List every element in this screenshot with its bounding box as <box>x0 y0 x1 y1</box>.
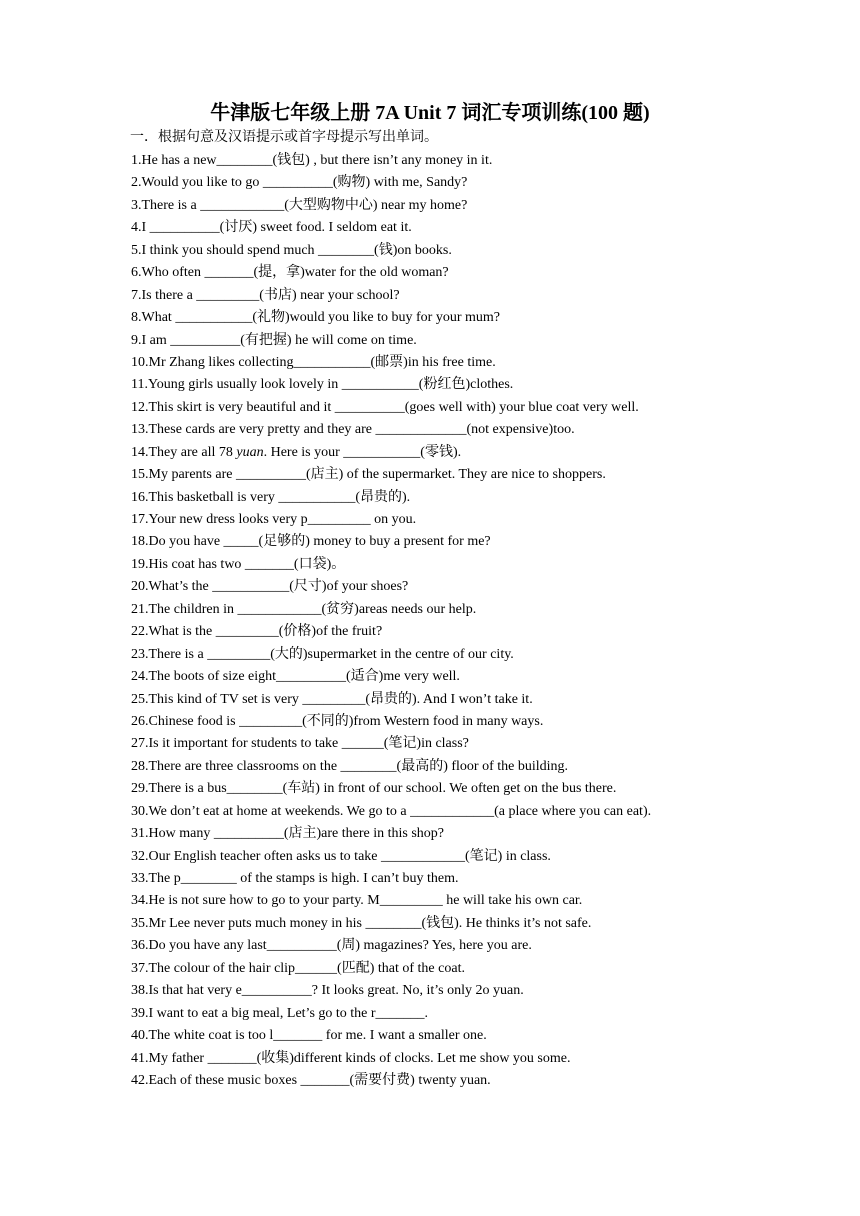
question-item: 5.I think you should spend much ________(钱)on books. <box>131 242 452 258</box>
question-item: 2.Would you like to go __________(购物) with me, Sandy? <box>131 175 468 191</box>
question-item: 29.There is a bus________(车站) in front of our school. We often get on the bus there. <box>131 781 617 797</box>
question-item: 40.The white coat is too l_______ for me. I want a smaller one. <box>131 1028 487 1044</box>
question-item: 41.My father _______(收集)different kinds of clocks. Let me show you some. <box>131 1050 571 1066</box>
question-item: 20.What’s the ___________(尺寸)of your shoes? <box>131 579 409 595</box>
question-list <box>131 150 651 1092</box>
question-item: 6.Who often _______(提，拿)water for the old woman? <box>131 265 449 281</box>
question-item: 9.I am __________(有把握) he will come on time. <box>131 332 417 348</box>
question-item: 34.He is not sure how to go to your party. M_________ he will take his own car. <box>131 893 583 909</box>
question-item: 7.Is there a _________(书店) near your school? <box>131 287 400 303</box>
question-item: 3.There is a ____________(大型购物中心) near my home? <box>131 197 468 213</box>
question-item: 19.His coat has two _______(口袋)。 <box>131 556 346 572</box>
question-item: 4.I __________(讨厌) sweet food. I seldom eat it. <box>131 220 412 236</box>
question-item: 11.Young girls usually look lovely in ___________(粉红色)clothes. <box>131 377 514 393</box>
question-item: 15.My parents are __________(店主) of the supermarket. They are nice to shoppers. <box>131 467 606 483</box>
question-item: 33.The p________ of the stamps is high. I can’t buy them. <box>131 871 459 886</box>
question-item: 31.How many __________(店主)are there in this shop? <box>131 826 444 842</box>
question-item: 13.These cards are very pretty and they are _____________(not expensive)too. <box>131 422 575 438</box>
question-item: 28.There are three classrooms on the ________(最高的) floor of the building. <box>131 758 569 774</box>
question-item: 10.Mr Zhang likes collecting___________(邮票)in his free time. <box>131 354 496 370</box>
question-item: 23.There is a _________(大的)supermarket in the centre of our city. <box>131 646 514 662</box>
worksheet-title: 牛津版七年级上册 7A Unit 7 词汇专项训练(100 题) <box>210 102 650 124</box>
question-item: 26.Chinese food is _________(不同的)from Western food in many ways. <box>131 713 544 729</box>
question-item: 14.They are all 78 yuan. Here is your ___________(零钱). <box>131 444 462 460</box>
question-item: 16.This basketball is very ___________(昂贵的). <box>131 489 411 505</box>
section-instruction: 一．根据句意及汉语提示或首字母提示写出单词。 <box>130 130 438 145</box>
question-item: 27.Is it important for students to take ______(笔记)in class? <box>131 736 469 752</box>
question-item: 35.Mr Lee never puts much money in his ________(钱包). He thinks it’s not safe. <box>131 915 592 931</box>
question-item: 39.I want to eat a big meal, Let’s go to the r_______. <box>131 1005 429 1021</box>
question-item: 30.We don’t eat at home at weekends. We go to a ____________(a place where you can eat). <box>131 803 652 819</box>
question-item: 42.Each of these music boxes _______(需要付费) twenty yuan. <box>131 1072 491 1088</box>
question-item: 22.What is the _________(价格)of the fruit? <box>131 624 383 640</box>
question-item: 8.What ___________(礼物)would you like to buy for your mum? <box>131 310 501 326</box>
question-item: 21.The children in ____________(贫穷)areas needs our help. <box>131 601 477 617</box>
question-item: 25.This kind of TV set is very _________(昂贵的). And I won’t take it. <box>131 691 533 707</box>
question-item: 17.Your new dress looks very p_________ on you. <box>131 512 417 527</box>
question-item: 12.This skirt is very beautiful and it __________(goes well with) your blue coat very well. <box>131 399 639 415</box>
question-item: 1.He has a new________(钱包) , but there isn’t any money in it. <box>131 153 493 168</box>
question-item: 18.Do you have _____(足够的) money to buy a present for me? <box>131 534 491 550</box>
question-item: 37.The colour of the hair clip______(匹配) that of the coat. <box>131 960 465 976</box>
question-item: 24.The boots of size eight__________(适合)me very well. <box>131 669 460 685</box>
question-item: 32.Our English teacher often asks us to take ____________(笔记) in class. <box>131 848 551 864</box>
question-item: 38.Is that hat very e__________? It looks great. No, it’s only 2o yuan. <box>131 983 524 999</box>
question-item: 36.Do you have any last__________(周) magazines? Yes, here you are. <box>131 938 532 954</box>
